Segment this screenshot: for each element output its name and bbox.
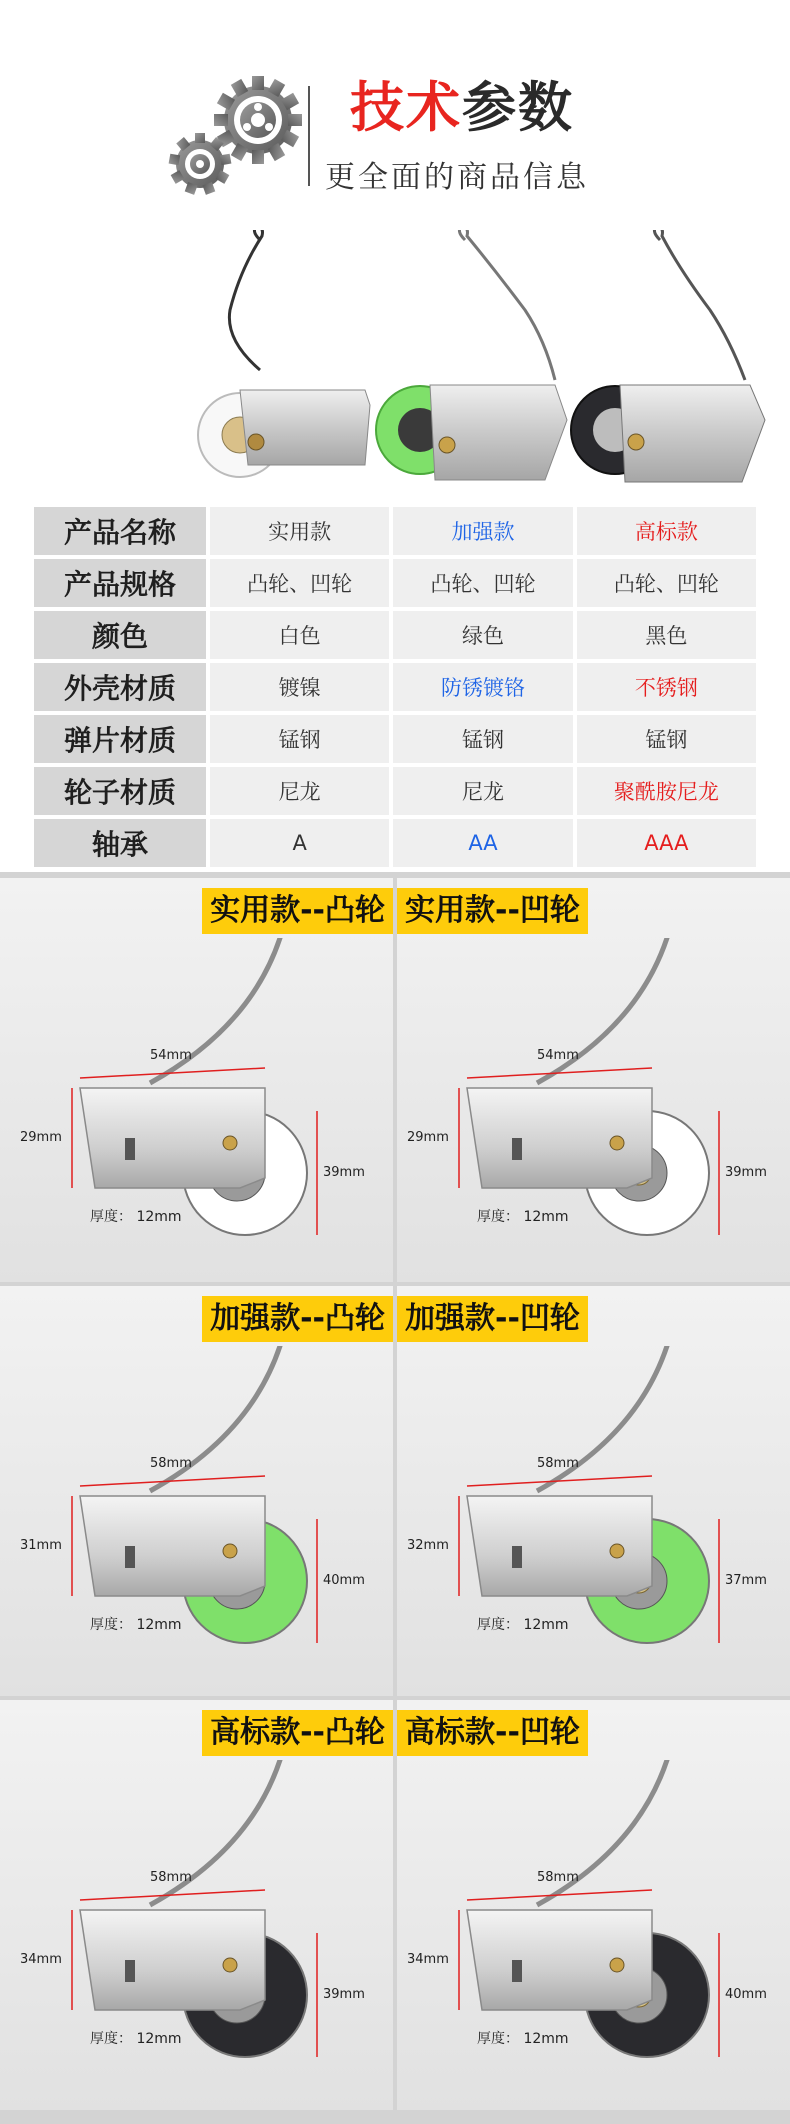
spec-row-label: 轮子材质: [34, 767, 206, 815]
spec-row: [34, 819, 756, 867]
width-dimension: 58mm: [150, 1870, 192, 1885]
spec-row-label: 外壳材质: [34, 663, 206, 711]
width-dimension: 54mm: [150, 1048, 192, 1063]
spec-cell: 防锈镀铬: [393, 663, 572, 711]
height-dimension: 34mm: [20, 1952, 62, 1967]
variant-panel: [0, 1286, 393, 1696]
variant-label: 加强款--凹轮: [397, 1296, 588, 1342]
housing: [80, 1496, 265, 1596]
product-photos: [0, 230, 790, 500]
variant-label: 加强款--凸轮: [202, 1296, 393, 1342]
product-photo-reinforced: [376, 230, 567, 480]
housing: [80, 1088, 265, 1188]
spec-cell: 实用款: [210, 507, 389, 555]
thickness-label: 厚度： 12mm: [90, 2031, 182, 2047]
height-dimension: 29mm: [20, 1130, 62, 1145]
axle-rivet: [610, 1544, 624, 1558]
spec-cell: 黑色: [577, 611, 756, 659]
spec-cell: 绿色: [393, 611, 572, 659]
spec-row: [34, 663, 756, 711]
spec-cell: 锰钢: [210, 715, 389, 763]
variant-panel: [397, 1700, 790, 2110]
spec-cell: 镀镍: [210, 663, 389, 711]
axle-rivet: [610, 1136, 624, 1150]
housing: [467, 1910, 652, 2010]
spec-row-label: 轴承: [34, 819, 206, 867]
spec-row: [34, 507, 756, 555]
wheel-dimension: 40mm: [725, 1987, 767, 2002]
spec-cell: 凸轮、凹轮: [210, 559, 389, 607]
spec-cell: 锰钢: [393, 715, 572, 763]
roller-drawing: [0, 938, 393, 1278]
spec-cell: AA: [393, 819, 572, 867]
spec-cell: 加强款: [393, 507, 572, 555]
width-dimension: 54mm: [537, 1048, 579, 1063]
spec-row: [34, 611, 756, 659]
roller-drawing: [397, 938, 790, 1278]
wheel-dimension: 40mm: [323, 1573, 365, 1588]
page-subtitle: 更全面的商品信息: [325, 160, 589, 195]
header-divider: [308, 86, 310, 186]
spec-row: [34, 767, 756, 815]
spec-cell: A: [210, 819, 389, 867]
gears-icon: [160, 72, 310, 202]
housing-slot: [512, 1138, 522, 1160]
roller-drawing: [0, 1760, 393, 2100]
width-dimension: 58mm: [537, 1870, 579, 1885]
thickness-label: 厚度： 12mm: [90, 1209, 182, 1225]
housing: [467, 1088, 652, 1188]
height-dimension: 34mm: [407, 1952, 449, 1967]
variant-label: 实用款--凹轮: [397, 888, 588, 934]
wheel-dimension: 37mm: [725, 1573, 767, 1588]
spec-cell: 尼龙: [393, 767, 572, 815]
variant-panel: [397, 1286, 790, 1696]
axle-rivet: [223, 1544, 237, 1558]
title-rest: 参数: [462, 76, 574, 139]
thickness-label: 厚度： 12mm: [477, 1209, 569, 1225]
housing-slot: [125, 1138, 135, 1160]
spec-table: [30, 503, 760, 871]
axle-rivet: [610, 1958, 624, 1972]
wheel-dimension: 39mm: [323, 1165, 365, 1180]
housing-slot: [512, 1960, 522, 1982]
spec-cell: AAA: [577, 819, 756, 867]
variant-panel: [0, 1700, 393, 2110]
axle-rivet: [223, 1958, 237, 1972]
spec-row-label: 产品规格: [34, 559, 206, 607]
roller-drawing: [0, 1346, 393, 1686]
spec-row-label: 产品名称: [34, 507, 206, 555]
height-dimension: 32mm: [407, 1538, 449, 1553]
width-dimension: 58mm: [150, 1456, 192, 1471]
wheel-dimension: 39mm: [725, 1165, 767, 1180]
product-photo-premium: [571, 230, 765, 482]
variant-label: 高标款--凹轮: [397, 1710, 588, 1756]
height-dimension: 31mm: [20, 1538, 62, 1553]
variant-panel: [0, 878, 393, 1282]
housing: [467, 1496, 652, 1596]
wheel-dimension: 39mm: [323, 1987, 365, 2002]
page-title: [350, 78, 574, 138]
height-dimension: 29mm: [407, 1130, 449, 1145]
spec-row: [34, 715, 756, 763]
housing-slot: [512, 1546, 522, 1568]
thickness-label: 厚度： 12mm: [477, 1617, 569, 1633]
spec-cell: 尼龙: [210, 767, 389, 815]
spec-row: [34, 559, 756, 607]
axle-rivet: [223, 1136, 237, 1150]
variant-label: 高标款--凸轮: [202, 1710, 393, 1756]
housing: [80, 1910, 265, 2010]
housing-slot: [125, 1546, 135, 1568]
spec-row-label: 弹片材质: [34, 715, 206, 763]
spec-cell: 锰钢: [577, 715, 756, 763]
spec-cell: 凸轮、凹轮: [393, 559, 572, 607]
spec-row-label: 颜色: [34, 611, 206, 659]
spec-cell: 白色: [210, 611, 389, 659]
housing-slot: [125, 1960, 135, 1982]
variant-label: 实用款--凸轮: [202, 888, 393, 934]
spec-cell: 聚酰胺尼龙: [577, 767, 756, 815]
thickness-label: 厚度： 12mm: [90, 1617, 182, 1633]
width-dimension: 58mm: [537, 1456, 579, 1471]
product-photo-practical: [198, 230, 370, 477]
roller-drawing: [397, 1760, 790, 2100]
spec-cell: 凸轮、凹轮: [577, 559, 756, 607]
spec-cell: 高标款: [577, 507, 756, 555]
thickness-label: 厚度： 12mm: [477, 2031, 569, 2047]
roller-drawing: [397, 1346, 790, 1686]
spec-cell: 不锈钢: [577, 663, 756, 711]
variant-panel: [397, 878, 790, 1282]
title-accent: 技术: [350, 76, 462, 139]
